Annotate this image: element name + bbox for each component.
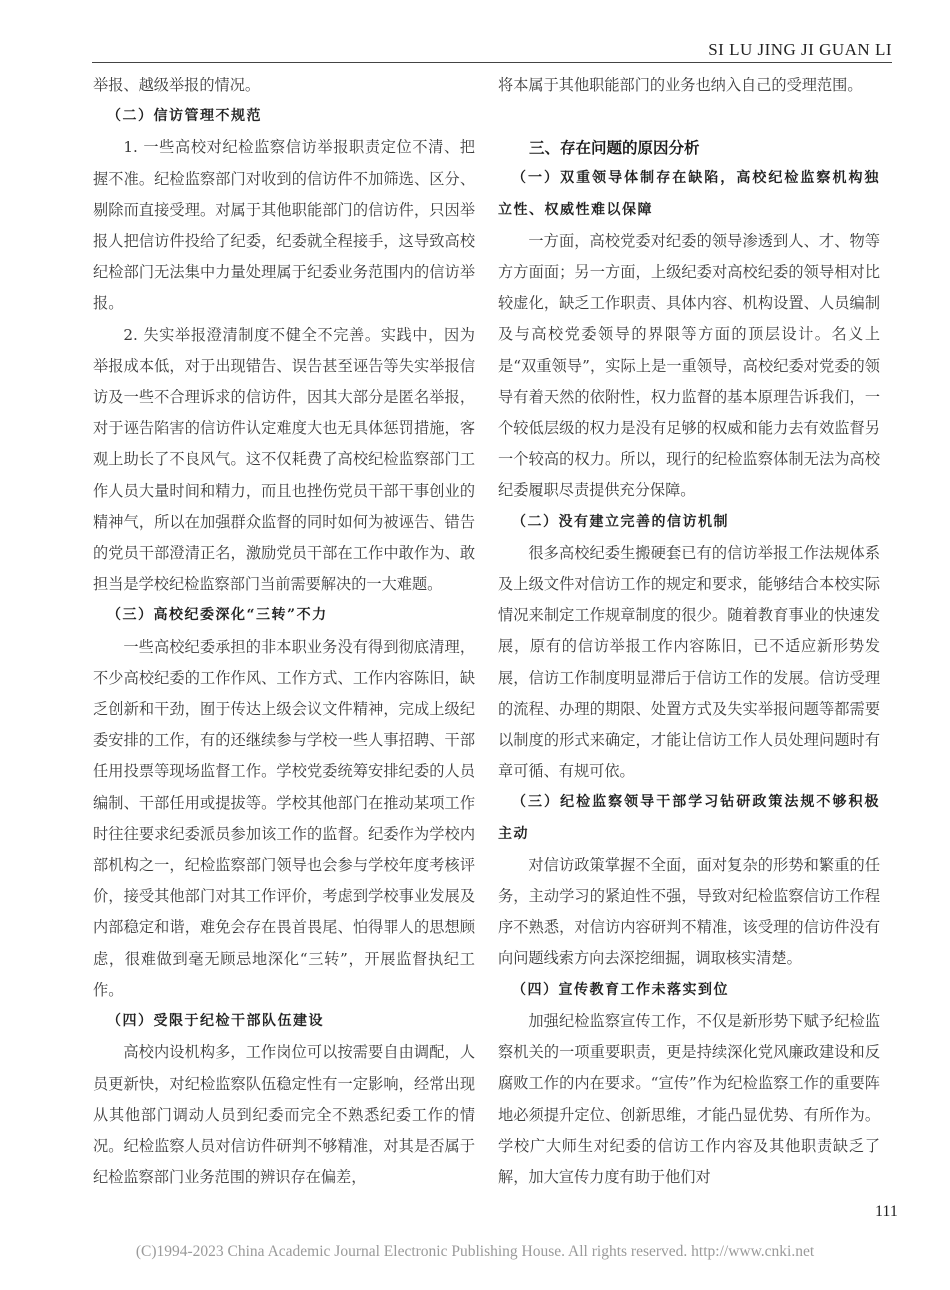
paragraph: 1. 一些高校对纪检监察信访举报职责定位不清、把握不准。纪检监察部门对收到的信访件不加筛选、区分、剔除而直接受理。对属于其他职能部门的信访件，只因举报人把信访件投给了纪委，纪委就全程接手，这导致高校纪检部门无法集中力量处理属于纪委业务范围内的信访举报。 [93, 138, 475, 313]
paragraph: 2. 失实举报澄清制度不健全不完善。实践中，因为举报成本低，对于出现错告、误告甚至诬告等失实举报信访及一些不合理诉求的信访件，因其大部分是匿名举报，对于诬告陷害的信访件认定难度大也无具体惩罚措施，客观上助长了不良风气。这不仅耗费了高校纪检监察部门工作人员大量时间和精力，而且也挫伤党员干部干事创业的精神气，所以在加强群众监督的同时如何为被诬告、错告的党员干部澄清正名，激励党员干部在工作中敢作为、敢担当是学校纪检监察部门当前需要解决的一大难题。 [93, 325, 475, 594]
paragraph: 对信访政策掌握不全面，面对复杂的形势和繁重的任务，主动学习的紧迫性不强，导致对纪检监察信访工作程序不熟悉，对信访内容研判不精准，该受理的信访件没有向问题线索方向去深挖细掘，调取核实清楚。 [498, 855, 880, 968]
paragraph: 很多高校纪委生搬硬套已有的信访举报工作法规体系及上级文件对信访工作的规定和要求，能够结合本校实际情况来制定工作规章制度的很少。随着教育事业的快速发展，原有的信访举报工作内容陈旧，已不适应新形势发展，信访工作制度明显滞后于信访工作的发展。信访受理的流程、办理的期限、处置方式及失实举报问题等都需要以制度的形式来确定，才能让信访工作人员处理问题时有章可循、有规可依。 [498, 543, 880, 781]
header-rule [92, 62, 892, 63]
paragraph: 一方面，高校党委对纪委的领导渗透到人、才、物等方方面面；另一方面，上级纪委对高校纪委的领导相对比较虚化，缺乏工作职责、具体内容、机构设置、人员编制及与高校党委领导的界限等方面的顶层设计。名义上是“双重领导”，实际上是一重领导，高校纪委对党委的领导有着天然的依附性，权力监督的基本原理告诉我们，一个较低层级的权力是没有足够的权威和能力去有效监督另一个较高的权力。所以，现行的纪检监察体制无法为高校纪委履职尽责提供充分保障。 [498, 231, 880, 500]
subheading: （二）信访管理不规范 [107, 108, 262, 125]
paragraph: 将本属于其他职能部门的业务也纳入自己的受理范围。 [498, 76, 863, 94]
subheading: （三）高校纪委深化“三转”不力 [107, 607, 328, 624]
subheading: （四）宣传教育工作未落实到位 [512, 981, 729, 998]
paragraph: 加强纪检监察宣传工作，不仅是新形势下赋予纪检监察机关的一项重要职责，更是持续深化党风廉政建设和反腐败工作的内在要求。“宣传”作为纪检监察工作的重要阵地必须提升定位、创新思维，才能凸显优势、有所作为。学校广大师生对纪委的信访工作内容及其他职责缺乏了解，加大宣传力度有助于他们对 [498, 1011, 880, 1186]
page-number: 111 [875, 1203, 898, 1220]
section-heading: 三、存在问题的原因分析 [529, 138, 700, 158]
paragraph: 高校内设机构多，工作岗位可以按需要自由调配，人员更新快，对纪检监察队伍稳定性有一定影响，经常出现从其他部门调动人员到纪委而完全不熟悉纪委工作的情况。纪检监察人员对信访件研判不够精准，对其是否属于纪检监察部门业务范围的辨识存在偏差， [93, 1043, 475, 1187]
subheading: （二）没有建立完善的信访机制 [512, 513, 729, 530]
subheading: （四）受限于纪检干部队伍建设 [107, 1013, 324, 1030]
running-header-title: SI LU JING JI GUAN LI [708, 40, 892, 59]
copyright-notice: (C)1994-2023 China Academic Journal Electronic Publishing House. All rights reserved. http://www.cnki.net [135, 1243, 815, 1260]
subheading: （三）纪检监察领导干部学习钻研政策法规不够积极主动 [498, 794, 880, 842]
left-column [93, 70, 475, 1193]
right-column [498, 70, 880, 1193]
paragraph: 一些高校纪委承担的非本职业务没有得到彻底清理，不少高校纪委的工作作风、工作方式、工作内容陈旧，缺乏创新和干劲，囿于传达上级会议文件精神，完成上级纪委安排的工作，有的还继续参与学校一些人事招聘、干部任用投票等现场监督工作。学校党委统筹安排纪委的人员编制、干部任用或提拔等。学校其他部门在推动某项工作时往往要求纪委派员参加该工作的监督。纪委作为学校内部机构之一，纪检监察部门领导也会参与学校年度考核评价，接受其他部门对其工作评价，考虑到学校事业发展及内部稳定和谐，难免会存在畏首畏尾、怕得罪人的思想顾虑，很难做到毫无顾忌地深化“三转”，开展监督执纪工作。 [93, 637, 475, 999]
subheading: （一）双重领导体制存在缺陷，高校纪检监察机构独立性、权威性难以保障 [498, 170, 880, 218]
paragraph: 举报、越级举报的情况。 [93, 76, 261, 94]
